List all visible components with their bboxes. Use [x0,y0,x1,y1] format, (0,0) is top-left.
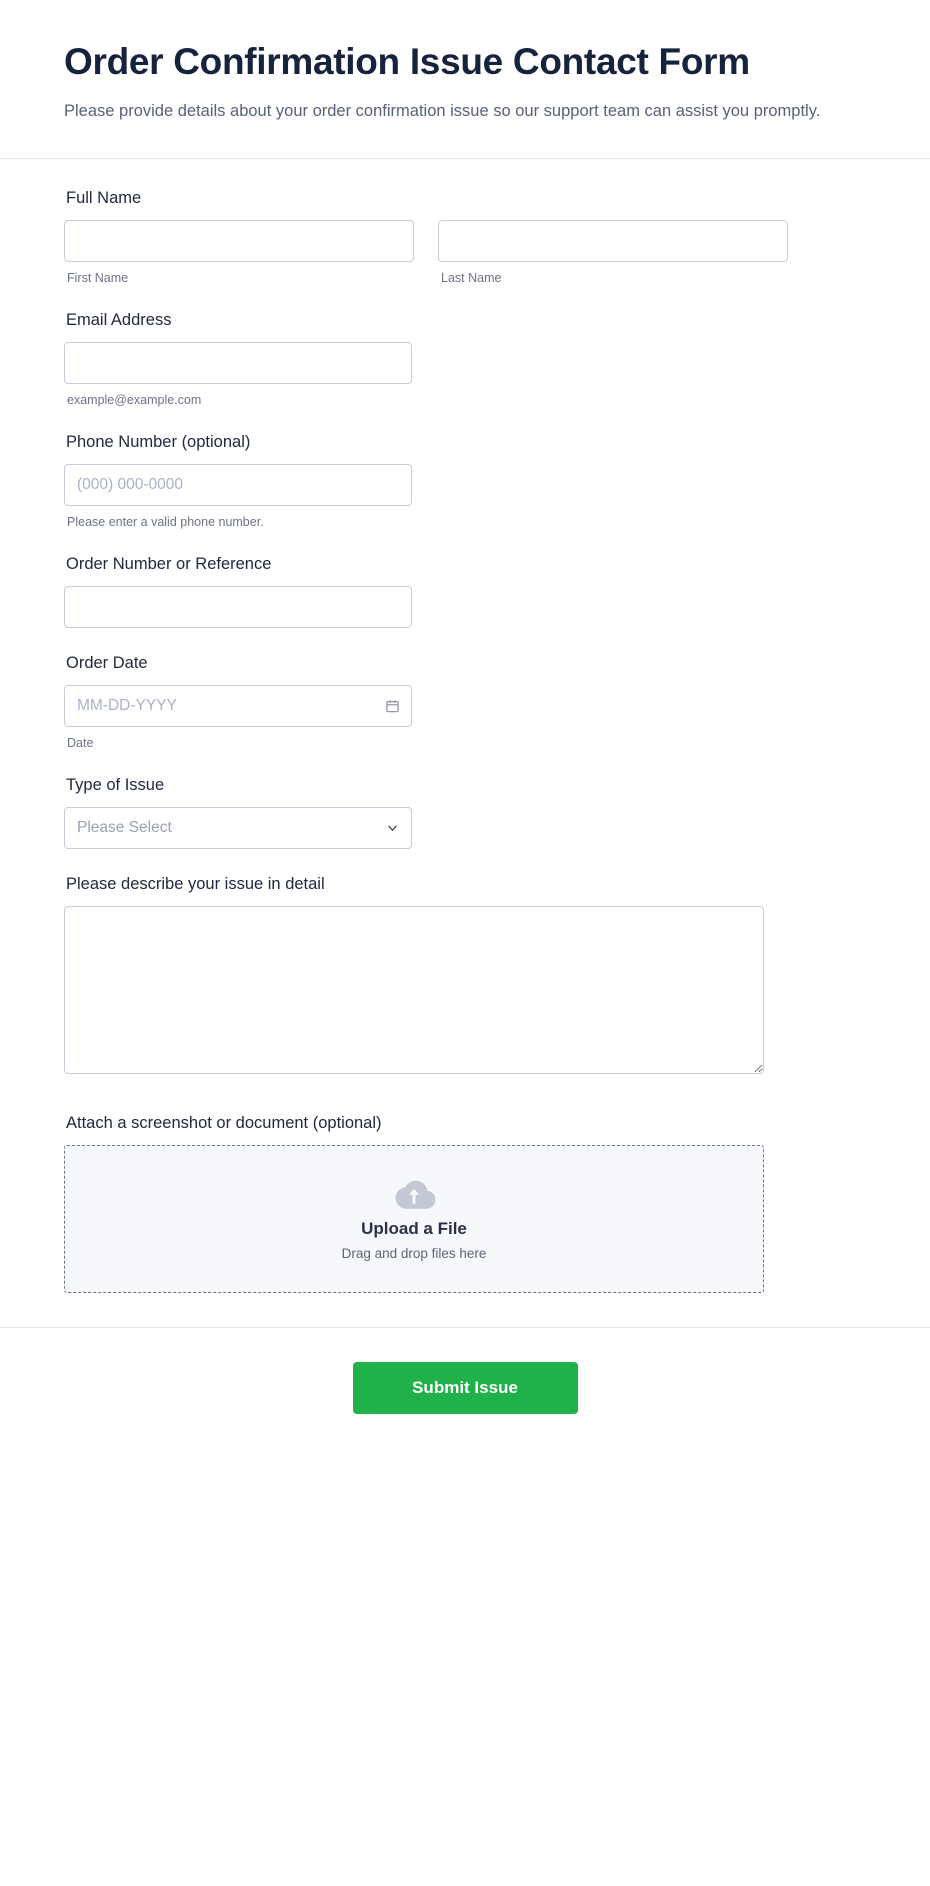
field-email-address [64,311,866,407]
last-name-sublabel: Last Name [441,270,502,285]
form-body [0,159,930,1293]
first-name-column [64,220,414,285]
phone-input[interactable] [64,464,412,506]
upload-title: Upload a File [361,1218,467,1238]
field-attachment [64,1114,866,1293]
type-of-issue-wrapper [64,807,412,849]
issue-description-label: Please describe your issue in detail [66,874,325,893]
issue-description-textarea[interactable] [64,906,764,1074]
email-input[interactable] [64,342,412,384]
order-number-label: Order Number or Reference [66,554,272,573]
email-label: Email Address [66,310,172,329]
last-name-input[interactable] [438,220,788,262]
email-sublabel: example@example.com [67,392,202,407]
attachment-label: Attach a screenshot or document (optional) [66,1113,382,1132]
field-issue-description [64,875,866,1074]
cloud-upload-icon [391,1177,437,1211]
order-date-wrapper [64,685,412,727]
order-date-input[interactable] [64,685,412,727]
full-name-label: Full Name [66,188,142,207]
submit-issue-button[interactable]: Submit Issue [353,1362,578,1414]
phone-label: Phone Number (optional) [66,432,251,451]
phone-sublabel: Please enter a valid phone number. [67,514,264,529]
type-of-issue-select[interactable] [64,807,412,849]
field-full-name [64,189,866,285]
page-title: Order Confirmation Issue Contact Form [64,41,750,82]
page-subtitle: Please provide details about your order confirmation issue so our support team can assist you promptly. [64,102,821,121]
field-order-number [64,555,866,628]
field-order-date [64,654,866,750]
full-name-row [64,220,866,285]
field-phone-number [64,433,866,529]
last-name-column [438,220,788,285]
form-footer [0,1327,930,1454]
type-of-issue-label: Type of Issue [66,775,165,794]
field-type-of-issue [64,776,866,849]
form-header [0,0,930,159]
order-date-label: Order Date [66,653,148,672]
first-name-input[interactable] [64,220,414,262]
upload-hint: Drag and drop files here [341,1245,487,1261]
order-number-input[interactable] [64,586,412,628]
first-name-sublabel: First Name [67,270,129,285]
order-date-sublabel: Date [67,735,94,750]
file-dropzone[interactable] [64,1145,764,1293]
